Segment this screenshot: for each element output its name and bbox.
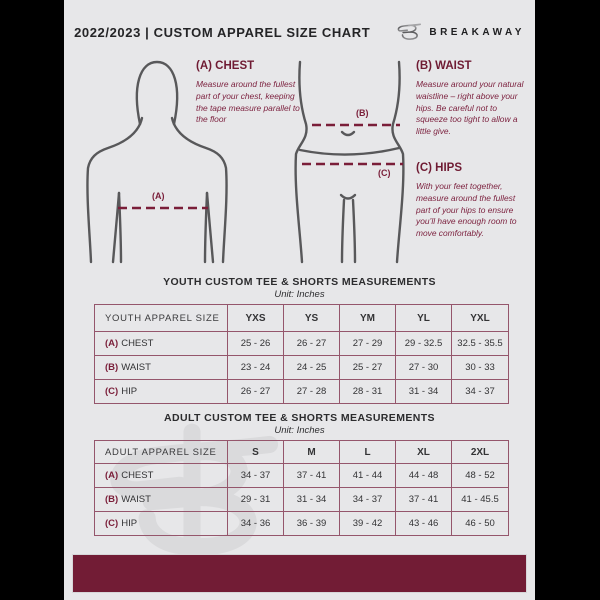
cell: 48 - 52 bbox=[452, 464, 509, 488]
cell: 25 - 27 bbox=[340, 356, 396, 380]
waist-hip-measurement-figure bbox=[292, 58, 407, 264]
cell: 26 - 27 bbox=[284, 332, 340, 356]
cell: 39 - 42 bbox=[340, 512, 396, 536]
waist-body-text: Measure around your natural waistline – right above your hips. Be careful not to squeeze too tight to allow a little give. bbox=[416, 79, 524, 137]
letterbox-right bbox=[535, 0, 600, 600]
footer-bar bbox=[72, 554, 527, 593]
row-key: (B) bbox=[105, 362, 119, 373]
size-col-2xl: 2XL bbox=[452, 441, 509, 464]
cell: 46 - 50 bbox=[452, 512, 509, 536]
cell: 43 - 46 bbox=[396, 512, 452, 536]
cell: 28 - 31 bbox=[340, 380, 396, 404]
row-label: WAIST bbox=[121, 494, 151, 505]
table-row bbox=[95, 356, 509, 380]
cell: 34 - 36 bbox=[228, 512, 284, 536]
waist-heading: (B) WAIST bbox=[416, 60, 472, 72]
cell: 30 - 33 bbox=[452, 356, 509, 380]
youth-header-row bbox=[95, 305, 509, 332]
table-row bbox=[95, 332, 509, 356]
size-col-yl: YL bbox=[396, 305, 452, 332]
size-col-m: M bbox=[284, 441, 340, 464]
size-chart-document bbox=[64, 0, 535, 600]
size-col-xl: XL bbox=[396, 441, 452, 464]
cell: 37 - 41 bbox=[284, 464, 340, 488]
cell: 26 - 27 bbox=[228, 380, 284, 404]
waist-instruction bbox=[416, 60, 524, 138]
cell: 29 - 32.5 bbox=[396, 332, 452, 356]
cell: 36 - 39 bbox=[284, 512, 340, 536]
cell: 37 - 41 bbox=[396, 488, 452, 512]
size-col-ys: YS bbox=[284, 305, 340, 332]
adult-table-title: ADULT CUSTOM TEE & SHORTS MEASUREMENTS bbox=[164, 412, 435, 424]
cell: 31 - 34 bbox=[284, 488, 340, 512]
breakaway-logo-icon bbox=[396, 17, 422, 47]
chest-heading: (A) CHEST bbox=[196, 60, 255, 72]
adult-size-col-header: ADULT APPAREL SIZE bbox=[95, 441, 228, 464]
document-header bbox=[64, 17, 535, 47]
brand-name: BREAKAWAY bbox=[429, 26, 525, 38]
row-key: (A) bbox=[105, 470, 119, 481]
row-label: HIP bbox=[121, 518, 138, 529]
youth-table-title: YOUTH CUSTOM TEE & SHORTS MEASUREMENTS bbox=[163, 276, 436, 288]
letterbox-left bbox=[0, 0, 64, 600]
table-row bbox=[95, 488, 509, 512]
size-col-s: S bbox=[228, 441, 284, 464]
row-label: WAIST bbox=[121, 362, 151, 373]
row-label: CHEST bbox=[121, 338, 154, 349]
cell: 32.5 - 35.5 bbox=[452, 332, 509, 356]
hips-heading: (C) HIPS bbox=[416, 162, 462, 174]
size-col-ym: YM bbox=[340, 305, 396, 332]
table-row bbox=[95, 512, 509, 536]
table-row bbox=[95, 380, 509, 404]
row-label: CHEST bbox=[121, 470, 154, 481]
cell: 44 - 48 bbox=[396, 464, 452, 488]
cell: 34 - 37 bbox=[340, 488, 396, 512]
row-key: (C) bbox=[105, 386, 119, 397]
chest-body-text: Measure around the fullest part of your chest, keeping the tape measure parallel to the floor bbox=[196, 79, 300, 125]
size-col-yxs: YXS bbox=[228, 305, 284, 332]
cell: 27 - 30 bbox=[396, 356, 452, 380]
cell: 23 - 24 bbox=[228, 356, 284, 380]
cell: 34 - 37 bbox=[452, 380, 509, 404]
chest-instruction bbox=[196, 60, 302, 126]
cell: 34 - 37 bbox=[228, 464, 284, 488]
adult-table-unit: Unit: Inches bbox=[274, 425, 325, 436]
page-title: 2022/2023 | CUSTOM APPAREL SIZE CHART bbox=[74, 24, 371, 40]
chest-line-label: (A) bbox=[152, 191, 165, 201]
row-label: HIP bbox=[121, 386, 138, 397]
cell: 27 - 29 bbox=[340, 332, 396, 356]
hips-body-text: With your feet together, measure around the fullest part of your hips to ensure you’ll have enough room to move comfortably. bbox=[416, 181, 517, 239]
hip-line-label: (C) bbox=[378, 168, 391, 178]
cell: 29 - 31 bbox=[228, 488, 284, 512]
size-col-yxl: YXL bbox=[452, 305, 509, 332]
waist-line-label: (B) bbox=[356, 108, 369, 118]
adult-size-table bbox=[94, 440, 509, 536]
size-col-l: L bbox=[340, 441, 396, 464]
adult-header-row bbox=[95, 441, 509, 464]
cell: 41 - 45.5 bbox=[452, 488, 509, 512]
cell: 25 - 26 bbox=[228, 332, 284, 356]
cell: 31 - 34 bbox=[396, 380, 452, 404]
youth-size-table bbox=[94, 304, 509, 404]
cell: 41 - 44 bbox=[340, 464, 396, 488]
cell: 24 - 25 bbox=[284, 356, 340, 380]
row-key: (B) bbox=[105, 494, 119, 505]
row-key: (C) bbox=[105, 518, 119, 529]
table-row bbox=[95, 464, 509, 488]
cell: 27 - 28 bbox=[284, 380, 340, 404]
hips-instruction bbox=[416, 162, 524, 240]
youth-table-unit: Unit: Inches bbox=[274, 289, 325, 300]
brand-lockup bbox=[396, 17, 525, 47]
youth-size-col-header: YOUTH APPAREL SIZE bbox=[95, 305, 228, 332]
lower-body-outline-icon bbox=[292, 58, 407, 264]
row-key: (A) bbox=[105, 338, 119, 349]
